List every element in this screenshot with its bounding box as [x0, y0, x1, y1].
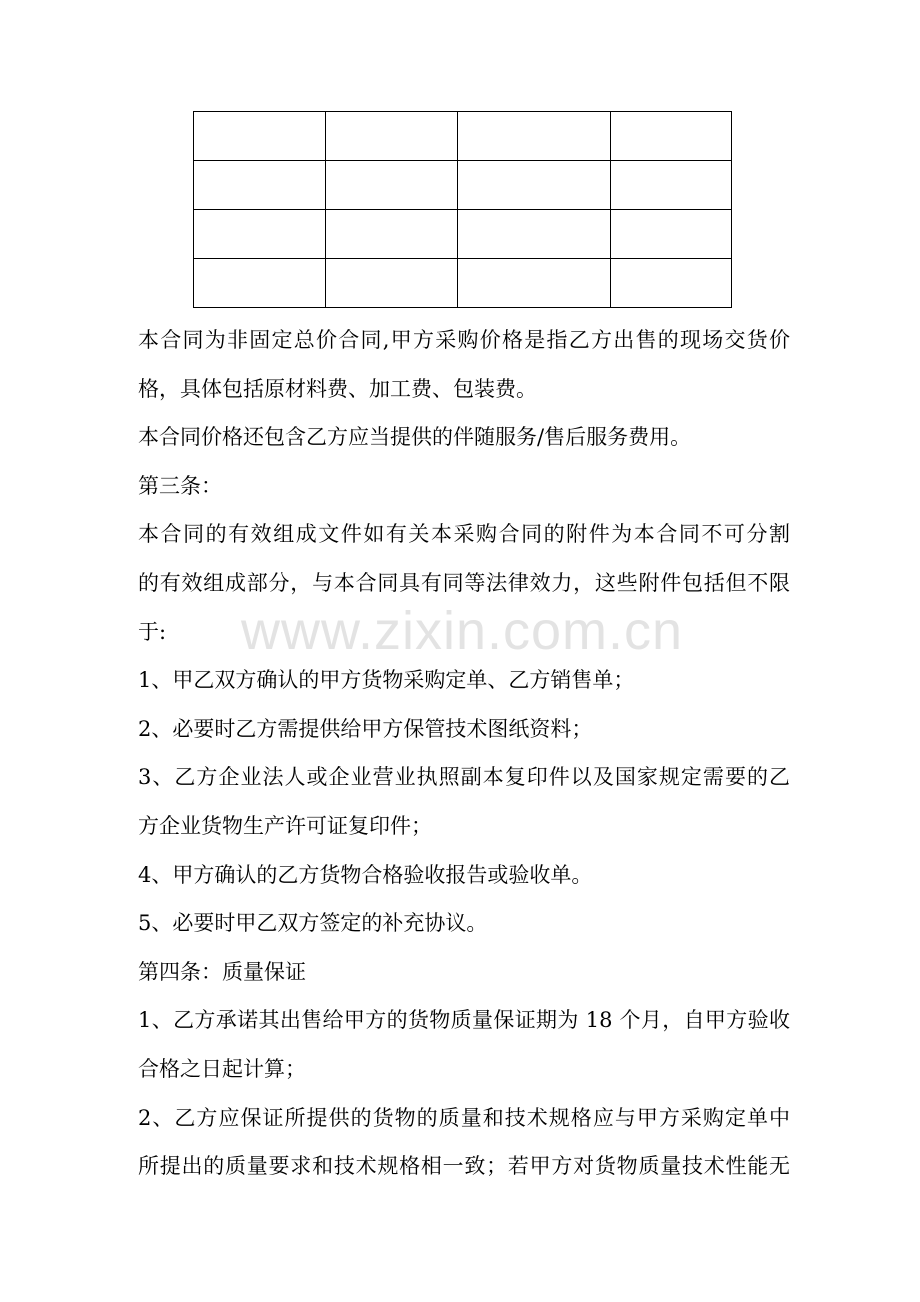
table-cell	[458, 210, 611, 259]
table-cell	[458, 112, 611, 161]
table-cell	[611, 112, 732, 161]
text-line: 本合同的有效组成文件如有关本采购合同的附件为本合同不可分割	[138, 522, 790, 547]
table-cell	[326, 112, 458, 161]
table-cell	[194, 112, 326, 161]
list-item: 1、乙方承诺其出售给甲方的货物质量保证期为 18 个月，自甲方验收	[138, 1008, 790, 1033]
text-line: 方企业货物生产许可证复印件；	[138, 813, 432, 838]
text-line: 合格之日起计算；	[138, 1056, 306, 1081]
table-cell	[194, 161, 326, 210]
text-line: 于:	[138, 619, 167, 644]
text-line: 的有效组成部分，与本合同具有同等法律效力，这些附件包括但不限	[138, 570, 790, 595]
document-body	[138, 316, 790, 1191]
table-cell	[611, 161, 732, 210]
table-cell	[611, 259, 732, 308]
text-line: 所提出的质量要求和技术规格相一致；若甲方对货物质量技术性能无	[138, 1154, 790, 1179]
text-line: 本合同为非固定总价合同,甲方采购价格是指乙方出售的现场交货价	[138, 328, 790, 352]
article-heading: 第四条：质量保证	[138, 959, 306, 984]
list-item: 5、必要时甲乙双方签定的补充协议。	[138, 911, 488, 936]
empty-table	[193, 111, 732, 308]
text-line: 本合同价格还包含乙方应当提供的伴随服务/售后服务费用。	[138, 425, 692, 450]
table-row	[194, 259, 732, 308]
table-cell	[326, 259, 458, 308]
list-item: 4、甲方确认的乙方货物合格验收报告或验收单。	[138, 862, 593, 887]
table-row	[194, 112, 732, 161]
table-row	[194, 210, 732, 259]
list-item: 1、甲乙双方确认的甲方货物采购定单、乙方销售单；	[138, 668, 635, 693]
table-cell	[458, 259, 611, 308]
watermark: www.zixin.com.cn	[240, 601, 684, 661]
text-line: 格，具体包括原材料费、加工费、包装费。	[138, 376, 537, 401]
article-heading: 第三条：	[138, 473, 222, 498]
table-cell	[458, 161, 611, 210]
list-item: 3、乙方企业法人或企业营业执照副本复印件以及国家规定需要的乙	[138, 765, 790, 790]
table-cell	[194, 259, 326, 308]
table-cell	[611, 210, 732, 259]
table-cell	[326, 210, 458, 259]
table-cell	[326, 161, 458, 210]
list-item: 2、必要时乙方需提供给甲方保管技术图纸资料；	[138, 716, 593, 741]
table-cell	[194, 210, 326, 259]
table-row	[194, 161, 732, 210]
list-item: 2、乙方应保证所提供的货物的质量和技术规格应与甲方采购定单中	[138, 1105, 790, 1130]
